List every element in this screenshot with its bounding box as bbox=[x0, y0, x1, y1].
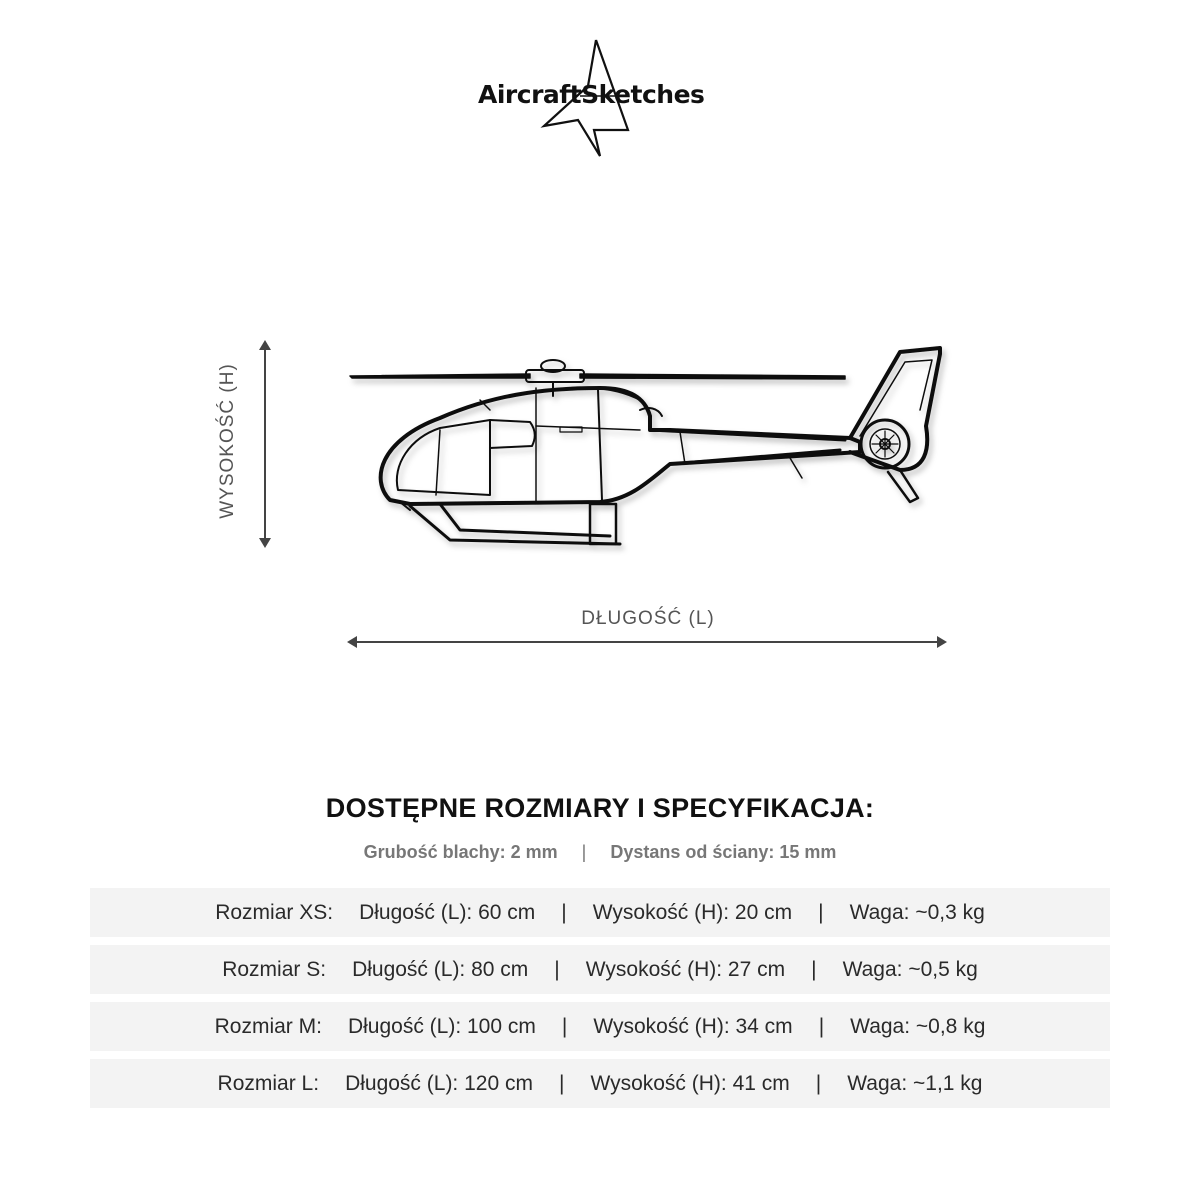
separator: | bbox=[554, 957, 560, 981]
size-height: Wysokość (H): 34 cm bbox=[593, 1014, 793, 1038]
separator: | bbox=[561, 900, 567, 924]
size-height: Wysokość (H): 27 cm bbox=[585, 957, 786, 981]
size-weight: Waga: ~0,3 kg bbox=[849, 900, 985, 924]
wall-distance: Dystans od ściany: 15 mm bbox=[610, 842, 837, 862]
size-weight: Waga: ~0,8 kg bbox=[850, 1014, 986, 1038]
size-length: Długość (L): 100 cm bbox=[347, 1014, 536, 1038]
size-row-m bbox=[90, 1002, 1110, 1051]
size-weight: Waga: ~0,5 kg bbox=[842, 957, 978, 981]
helicopter-silhouette-icon bbox=[340, 330, 960, 560]
size-length: Długość (L): 120 cm bbox=[345, 1071, 533, 1095]
height-label: WYSOKOŚĆ (H) bbox=[217, 363, 238, 519]
separator: | bbox=[818, 900, 824, 924]
separator: | bbox=[581, 842, 587, 862]
size-row-l bbox=[90, 1059, 1110, 1108]
size-row-xs bbox=[90, 888, 1110, 937]
size-name: Rozmiar M: bbox=[214, 1014, 322, 1038]
size-height: Wysokość (H): 20 cm bbox=[592, 900, 793, 924]
sheet-thickness: Grubość blachy: 2 mm bbox=[363, 842, 558, 862]
length-arrow bbox=[345, 632, 949, 652]
size-name: Rozmiar XS: bbox=[215, 900, 334, 924]
size-length: Długość (L): 60 cm bbox=[359, 900, 536, 924]
separator: | bbox=[815, 1071, 822, 1095]
size-table bbox=[90, 888, 1110, 1116]
brand-logo bbox=[470, 38, 730, 158]
separator: | bbox=[818, 1014, 825, 1038]
size-height: Wysokość (H): 41 cm bbox=[590, 1071, 790, 1095]
size-row-s bbox=[90, 945, 1110, 994]
size-name: Rozmiar L: bbox=[217, 1071, 320, 1095]
separator: | bbox=[561, 1014, 568, 1038]
separator: | bbox=[558, 1071, 565, 1095]
separator: | bbox=[811, 957, 817, 981]
length-label: DŁUGOŚĆ (L) bbox=[581, 608, 715, 629]
size-weight: Waga: ~1,1 kg bbox=[847, 1071, 983, 1095]
size-length: Długość (L): 80 cm bbox=[352, 957, 529, 981]
specs-title: DOSTĘPNE ROZMIARY I SPECYFIKACJA: bbox=[325, 793, 875, 823]
specs-subtitle bbox=[0, 842, 1200, 863]
logo-text: AircraftSketches bbox=[478, 80, 705, 109]
size-name: Rozmiar S: bbox=[222, 957, 327, 981]
height-arrow bbox=[255, 338, 275, 550]
